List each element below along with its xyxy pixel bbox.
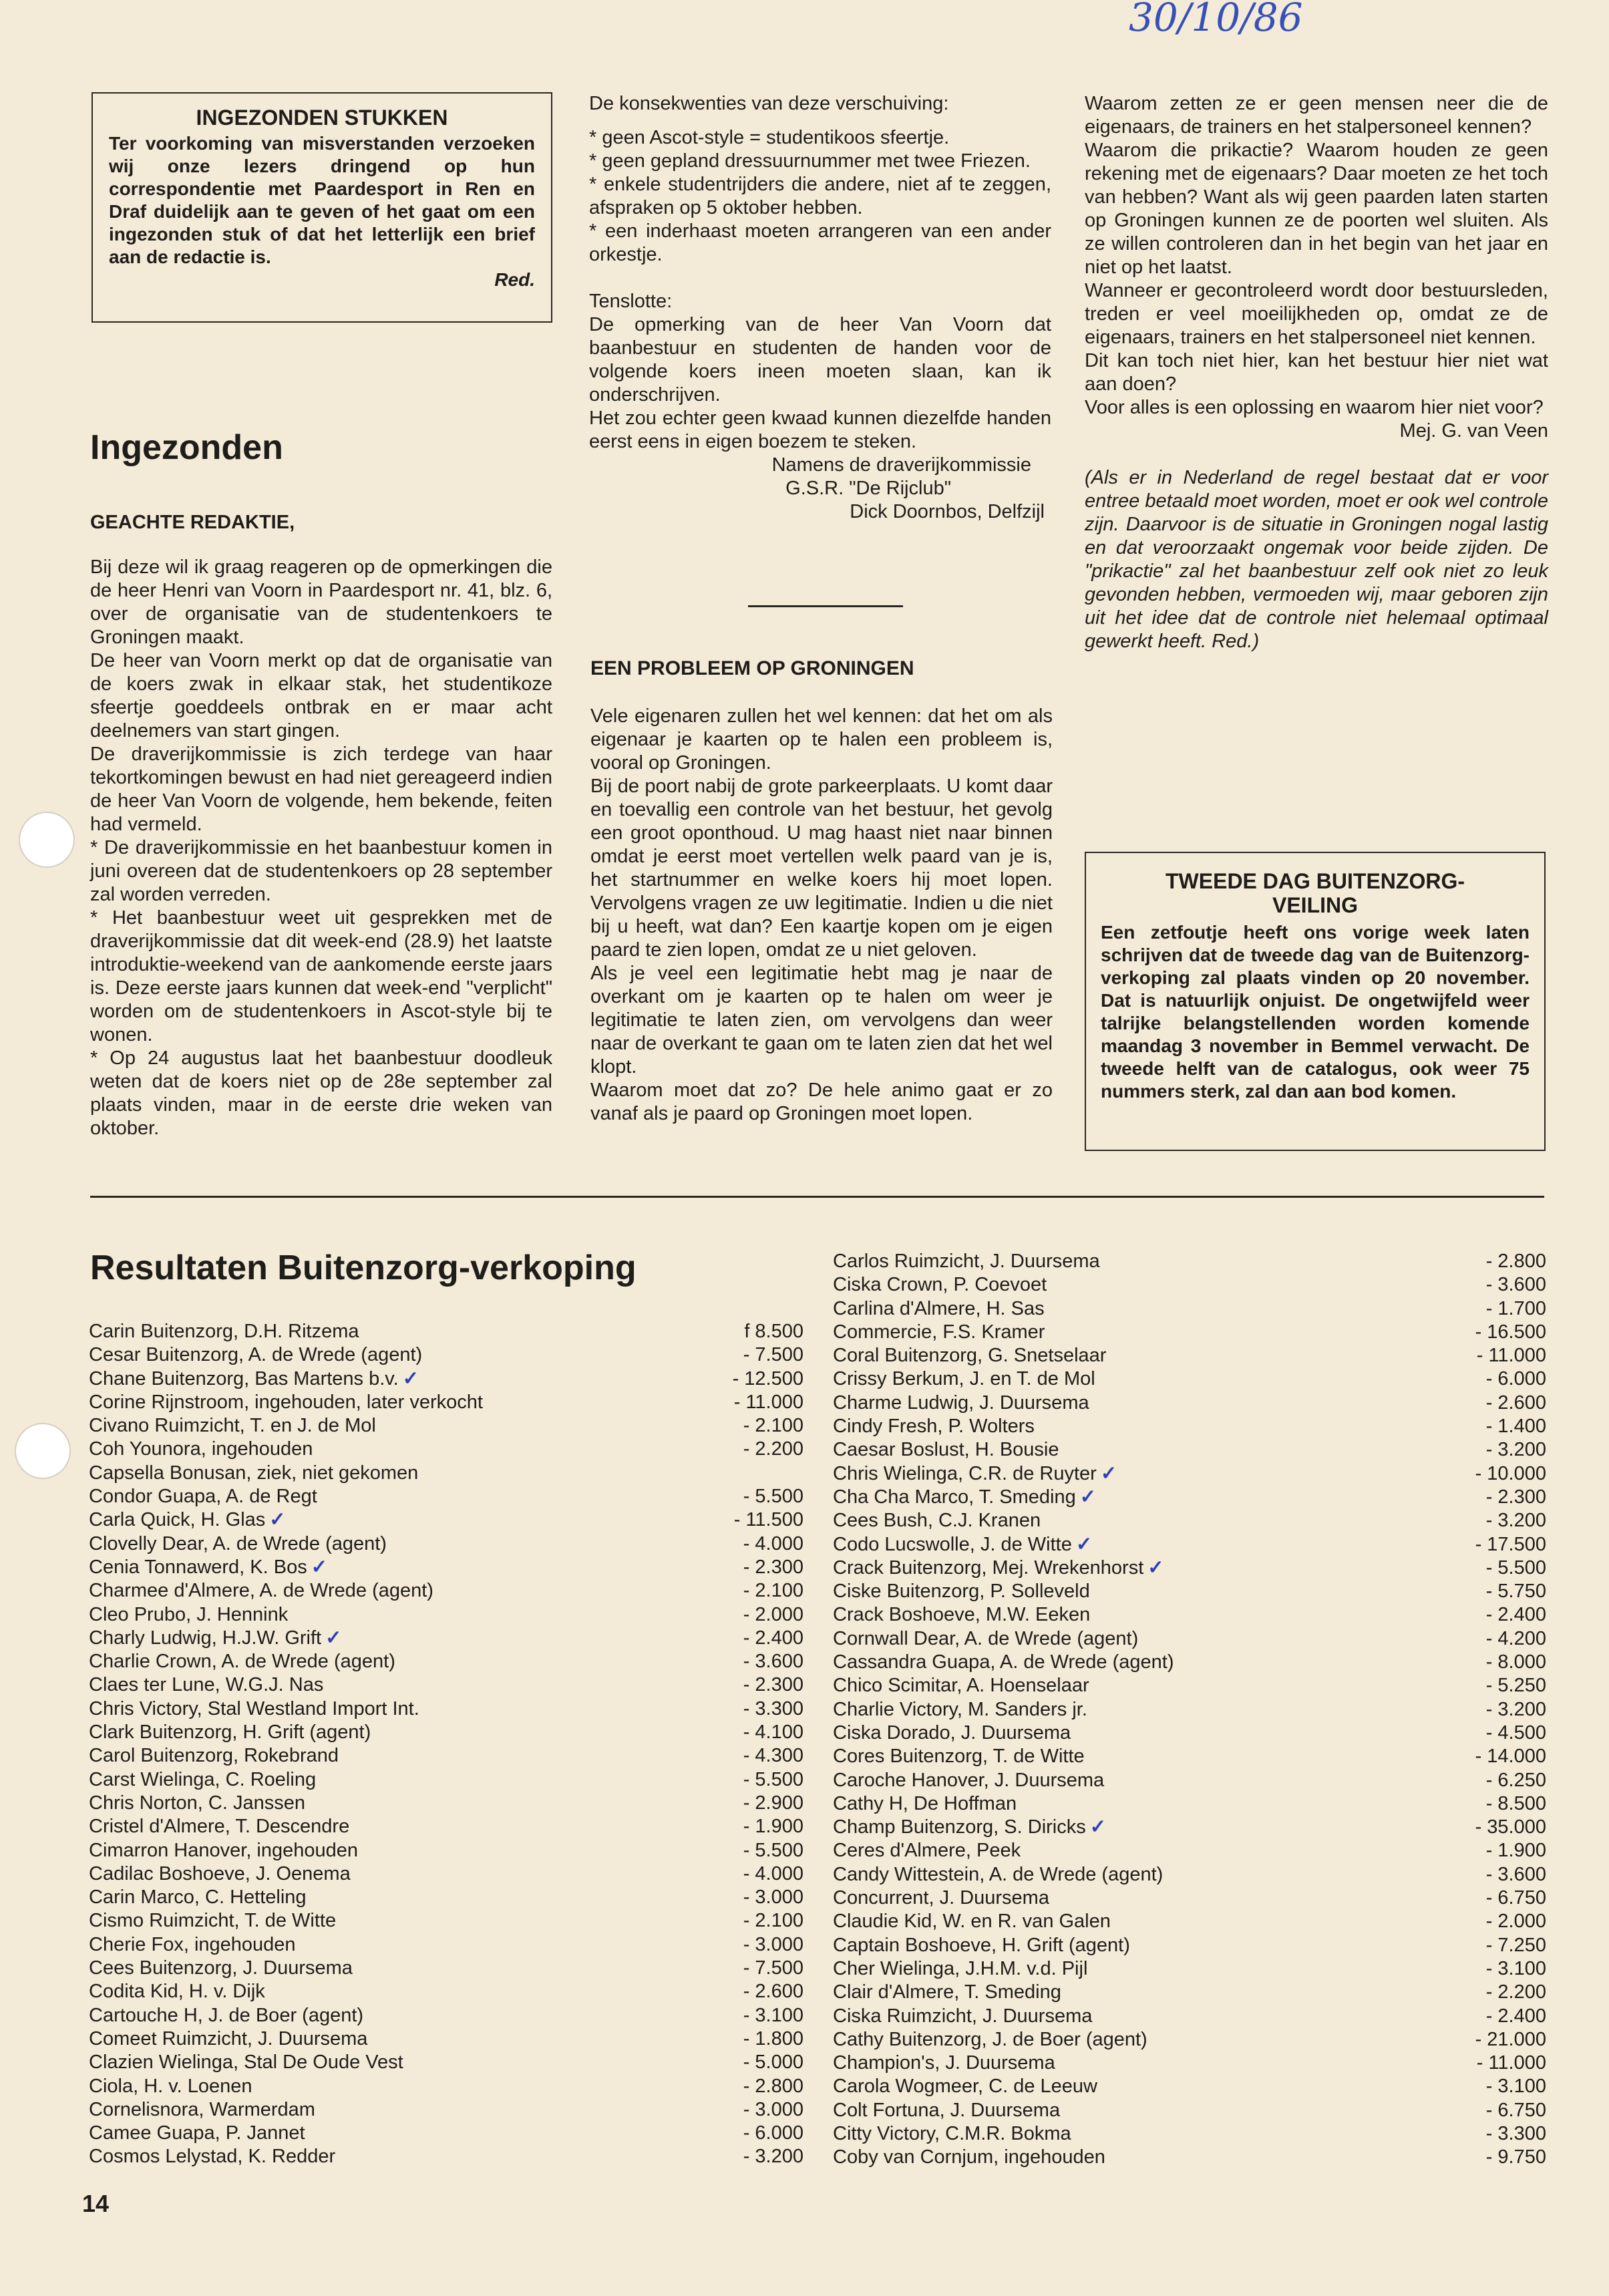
paragraph: * enkele studentrijders die andere, niet af te zeggen, afspraken op 5 oktober hebben. — [589, 174, 1051, 218]
paragraph: Bij de poort nabij de grote parkeerplaats. U komt daar en toevallig een controle van het bestuur, het gevolg een groot oponthoud. U mag haast niet naar binnen omdat je eerst moet vertellen welk paard van je is, het startnummer en welke koers hij moet lopen. Vervolgens vragen ze uw legitimatie. Indien u die niet bij u heeft, wat dan? Een kaartje kopen om je eigen paard te zien lopen, omdat ze u niet geloven. — [590, 776, 1053, 961]
handwritten-date: 30/10/86 — [1129, 0, 1303, 40]
result-row — [833, 2099, 1546, 2122]
price: - 2.100 — [743, 1580, 803, 1602]
horse-and-buyer: Coh Younora, ingehouden — [89, 1438, 313, 1460]
result-row — [89, 1744, 803, 1768]
result-row — [833, 1486, 1546, 1509]
result-row — [89, 2098, 803, 2122]
result-row — [89, 1815, 803, 1838]
page-number: 14 — [82, 2190, 110, 2217]
result-row — [89, 1697, 803, 1721]
result-row — [89, 1957, 803, 1980]
result-row — [833, 1863, 1546, 1887]
price: - 11.000 — [733, 1391, 803, 1413]
price: - 2.600 — [1485, 1391, 1546, 1414]
price: - 2.200 — [1485, 1981, 1546, 2003]
price: - 12.500 — [732, 1367, 803, 1389]
letter-left-column — [90, 511, 552, 1140]
horse-and-buyer: Commercie, F.S. Kramer — [833, 1321, 1045, 1343]
price: - 3.200 — [743, 2146, 803, 2168]
horse-and-buyer: Cindy Fresh, P. Wolters — [833, 1416, 1035, 1438]
price: - 6.250 — [1485, 1769, 1546, 1791]
price: - 3.300 — [1485, 2122, 1546, 2144]
paragraph: De opmerking van de heer Van Voorn dat baanbestuur en studenten de handen voor de volgende koers ineen moeten slaan, kan ik onderschrijven. — [589, 314, 1051, 405]
editor-note: (Als er in Nederland de regel bestaat dat er voor entree betaald moet worden, moet er ook wel controle zijn. Daarvoor is de situatie in Groningen nogal lastig en dat veroorzaakt ongemak voor beide zijden. De "prikactie" zal het baanbestuur zelf ook niet zo leuk gevonden hebben, vermoeden wij, maar geboren zijn uit het idee dat de controle niet helemaal optimaal gewerkt heeft. Red.) — [1085, 467, 1548, 652]
result-row — [89, 2027, 803, 2051]
result-row — [89, 2122, 803, 2145]
price: - 7.500 — [743, 1344, 803, 1366]
result-row — [833, 1957, 1546, 1981]
spacer — [419, 1367, 710, 1391]
spacer — [327, 1556, 710, 1579]
result-row — [89, 1980, 803, 2003]
spacer — [341, 1627, 710, 1650]
horse-and-buyer: Crack Boshoeve, M.W. Eeken — [833, 1604, 1091, 1626]
result-row — [89, 1792, 803, 1815]
results-list-right — [833, 1250, 1546, 2170]
signature-line: Dick Doornbos, Delfzijl — [850, 501, 1045, 522]
horse-and-buyer: Cees Buitenzorg, J. Duursema — [89, 1957, 353, 1979]
horse-and-buyer: Codo Lucswolle, J. de Witte — [833, 1533, 1072, 1555]
horse-and-buyer: Cathy Buitenzorg, J. de Boer (agent) — [833, 2028, 1147, 2050]
result-row — [833, 1580, 1546, 1603]
horse-and-buyer: Carst Wielinga, C. Roeling — [89, 1768, 317, 1790]
price: - 5.750 — [1485, 1581, 1546, 1603]
horse-and-buyer: Cartouche H, J. de Boer (agent) — [89, 2004, 364, 2026]
price: - 6.000 — [1485, 1368, 1546, 1390]
signature-line: G.S.R. "De Rijclub" — [785, 478, 951, 499]
price: - 4.300 — [743, 1745, 803, 1767]
check-mark-icon: ✓ — [1100, 1462, 1117, 1484]
letter-middle-column — [589, 92, 1051, 524]
price: - 2.300 — [1485, 1486, 1546, 1508]
horse-and-buyer: Cismo Ruimzicht, T. de Witte — [89, 1910, 337, 1932]
paragraph: Waarom zetten ze er geen mensen neer die de eigenaars, de trainers en het stalpersoneel kennen? — [1085, 93, 1548, 138]
check-mark-icon: ✓ — [1147, 1556, 1164, 1579]
price: - 35.000 — [1475, 1816, 1546, 1838]
salutation: GEACHTE REDAKTIE, — [90, 512, 295, 533]
horse-and-buyer: Colt Fortuna, J. Duursema — [833, 2099, 1061, 2121]
paragraph: Bij deze wil ik graag reageren op de opmerkingen die de heer Henri van Voorn in Paardesport nr. 41, blz. 6, over de organisatie van de studentenkoers te Groningen maakt. — [90, 556, 552, 648]
horse-and-buyer: Cenia Tonnawerd, K. Bos — [89, 1556, 307, 1578]
spacer — [1164, 1556, 1453, 1580]
horse-and-buyer: Citty Victory, C.M.R. Bokma — [833, 2122, 1071, 2144]
price: - 2.600 — [743, 1981, 803, 2003]
price: - 5.250 — [1485, 1675, 1546, 1697]
result-row — [89, 1768, 803, 1792]
punch-hole-top — [19, 812, 75, 868]
check-mark-icon: ✓ — [1075, 1533, 1093, 1555]
horse-and-buyer: Charme Ludwig, J. Duursema — [833, 1391, 1089, 1414]
price: - 2.800 — [1485, 1251, 1546, 1272]
check-mark-icon: ✓ — [402, 1367, 419, 1389]
horse-and-buyer: Cores Buitenzorg, T. de Witte — [833, 1746, 1085, 1768]
price: - 7.250 — [1485, 1934, 1546, 1956]
price: - 21.000 — [1475, 2028, 1546, 2050]
box-body: Een zetfoutje heeft ons vorige week laten schrijven dat de tweede dag van de Buitenzorg-verkoping zal plaats vinden op 20 november. Dat is natuurlijk onjuist. De ongetwijfeld weer talrijke belangstellenden worden komende maandag 3 november in Bemmel verwacht. De tweede helft van de catalogus, ook weer 75 nummers sterk, zal dan aan bod komen. — [1101, 922, 1530, 1102]
horse-and-buyer: Coby van Cornjum, ingehouden — [833, 2146, 1105, 2168]
result-row — [89, 1673, 803, 1697]
result-row — [89, 1579, 803, 1603]
horse-and-buyer: Chris Victory, Stal Westland Import Int. — [89, 1697, 419, 1719]
price: - 5.500 — [743, 1839, 803, 1861]
price: - 3.200 — [1485, 1510, 1546, 1532]
horse-and-buyer: Cosmos Lelystad, K. Redder — [89, 2146, 336, 2168]
price: - 3.000 — [743, 2098, 803, 2120]
section-rule — [90, 1196, 1544, 1198]
price: - 5.500 — [743, 1768, 803, 1790]
horse-and-buyer: Clair d'Almere, T. Smeding — [833, 1981, 1061, 2003]
paragraph: De heer van Voorn merkt op dat de organisatie van de koers zwak in elkaar stak, het studentikoze sfeertje goeddeels ontbrak en er maar acht deelnemers van start gingen. — [90, 650, 552, 742]
result-row — [833, 1745, 1546, 1768]
result-row — [89, 2051, 803, 2074]
horse-and-buyer: Cornelisnora, Warmerdam — [89, 2098, 315, 2120]
horse-and-buyer: Cassandra Guapa, A. de Wrede (agent) — [833, 1651, 1174, 1673]
horse-and-buyer: Cadilac Boshoeve, J. Oenema — [89, 1862, 351, 1884]
price: - 3.200 — [1485, 1439, 1546, 1461]
price: - 2.100 — [743, 1415, 803, 1437]
horse-and-buyer: Claudie Kid, W. en R. van Galen — [833, 1911, 1111, 1933]
price: - 3.000 — [743, 1933, 803, 1955]
price: - 6.750 — [1485, 2099, 1546, 2121]
paragraph: Vele eigenaren zullen het wel kennen: dat het om als eigenaar je kaarten op te halen een probleem is, vooral op Groningen. — [590, 705, 1053, 774]
price: - 14.000 — [1475, 1746, 1546, 1768]
result-row — [833, 1769, 1546, 1792]
spacer — [1106, 1816, 1453, 1839]
result-row — [89, 1508, 803, 1532]
horse-and-buyer: Coral Buitenzorg, G. Snetselaar — [833, 1345, 1107, 1367]
horse-and-buyer: Ciska Ruimzicht, J. Duursema — [833, 2005, 1093, 2027]
price: - 11.500 — [733, 1509, 803, 1531]
horse-and-buyer: Captain Boshoeve, H. Grift (agent) — [833, 1934, 1130, 1956]
result-row — [89, 1556, 803, 1579]
price: - 2.800 — [743, 2075, 803, 2097]
horse-and-buyer: Civano Ruimzicht, T. en J. de Mol — [89, 1415, 376, 1437]
horse-and-buyer: Chris Wielinga, C.R. de Ruyter — [833, 1462, 1097, 1484]
result-row — [833, 2122, 1546, 2146]
price: - 16.500 — [1475, 1321, 1546, 1343]
horse-and-buyer: Caroche Hanover, J. Duursema — [833, 1769, 1105, 1791]
result-row — [833, 1934, 1546, 1957]
result-row — [833, 1603, 1546, 1627]
horse-and-buyer: Corine Rijnstroom, ingehouden, later verkocht — [89, 1391, 483, 1413]
horse-and-buyer: Cesar Buitenzorg, A. de Wrede (agent) — [89, 1344, 423, 1366]
box-body: Ter voorkoming van misverstanden verzoeken wij onze lezers dringend op hun correspondentie met Paardesport in Ren en Draf duidelijk aan te geven of het gaat om een ingezonden stuk of dat het letterlijk een brief aan de redactie is. — [109, 133, 535, 267]
result-row — [833, 2005, 1546, 2028]
result-row — [89, 2145, 803, 2168]
result-row — [89, 1438, 803, 1461]
result-row — [89, 1532, 803, 1556]
horse-and-buyer: Carol Buitenzorg, Rokebrand — [89, 1745, 339, 1767]
horse-and-buyer: Chane Buitenzorg, Bas Martens b.v. — [89, 1367, 399, 1389]
price: - 2.300 — [743, 1556, 803, 1578]
paragraph: * geen Ascot-style = studentikoos sfeertje. — [589, 127, 950, 148]
paragraph: De draverijkommissie is zich terdege van haar tekortkomingen bewust en had niet gereageerd indien de heer Van Voorn de volgende, hem bekende, feiten had vermeld. — [90, 744, 552, 835]
spacer — [1092, 1533, 1453, 1556]
price: - 2.900 — [743, 1792, 803, 1814]
horse-and-buyer: Carin Marco, C. Hetteling — [89, 1887, 307, 1909]
price: - 3.100 — [743, 2004, 803, 2026]
result-row — [833, 1651, 1546, 1674]
horse-and-buyer: Charmee d'Almere, A. de Wrede (agent) — [89, 1580, 433, 1602]
paragraph: Tenslotte: — [589, 291, 673, 312]
result-row — [833, 1509, 1546, 1532]
result-row — [833, 1721, 1546, 1745]
check-mark-icon: ✓ — [311, 1556, 328, 1578]
horse-and-buyer: Ciske Buitenzorg, P. Solleveld — [833, 1581, 1090, 1603]
price: - 5.500 — [1485, 1556, 1546, 1579]
result-row — [833, 1981, 1546, 2004]
result-row — [89, 1414, 803, 1438]
result-row — [89, 1933, 803, 1957]
horse-and-buyer: Carla Quick, H. Glas — [89, 1509, 266, 1531]
result-row — [89, 1367, 803, 1391]
divider — [748, 605, 903, 607]
result-row — [89, 1650, 803, 1673]
result-row — [833, 1698, 1546, 1721]
horse-and-buyer: Ciola, H. v. Loenen — [89, 2075, 252, 2097]
problem-heading: EEN PROBLEEM OP GRONINGEN — [590, 657, 914, 679]
price: - 17.500 — [1475, 1533, 1546, 1555]
box-title: INGEZONDEN STUKKEN — [196, 106, 448, 130]
result-row — [833, 1321, 1546, 1344]
paragraph: * een inderhaast moeten arrangeren van een ander orkestje. — [589, 220, 1051, 265]
result-row — [89, 1862, 803, 1886]
result-row — [833, 1415, 1546, 1438]
price: - 3.600 — [743, 1651, 803, 1673]
check-mark-icon: ✓ — [325, 1627, 342, 1649]
result-row — [833, 1344, 1546, 1367]
horse-and-buyer: Cleo Prubo, J. Hennink — [89, 1603, 289, 1625]
tweede-dag-box — [1085, 852, 1546, 1151]
price: - 1.700 — [1485, 1297, 1546, 1319]
price: - 4.100 — [743, 1721, 803, 1744]
result-row — [833, 2075, 1546, 2098]
punch-hole-bottom — [15, 1423, 71, 1479]
result-row — [833, 2146, 1546, 2169]
horse-and-buyer: Champion's, J. Duursema — [833, 2052, 1055, 2074]
horse-and-buyer: Cees Bush, C.J. Kranen — [833, 1510, 1041, 1532]
paragraph: Wanneer er gecontroleerd wordt door bestuursleden, treden er veel moeilijkheden op, omdat ze de eigenaars, trainers en het stalpersoneel niet kennen. — [1085, 280, 1548, 348]
result-row — [833, 1462, 1546, 1486]
result-row — [833, 1367, 1546, 1391]
price: - 1.400 — [1485, 1416, 1546, 1438]
result-row — [833, 1910, 1546, 1933]
horse-and-buyer: Carlos Ruimzicht, J. Duursema — [833, 1251, 1100, 1272]
results-title: Resultaten Buitenzorg-verkoping — [90, 1249, 637, 1287]
horse-and-buyer: Concurrent, J. Duursema — [833, 1887, 1049, 1909]
horse-and-buyer: Clazien Wielinga, Stal De Oude Vest — [89, 2052, 403, 2074]
result-row — [833, 1250, 1546, 1273]
price: - 3.600 — [1485, 1863, 1546, 1885]
result-row — [833, 1297, 1546, 1321]
result-row — [833, 1674, 1546, 1697]
horse-and-buyer: Cher Wielinga, J.H.M. v.d. Pijl — [833, 1957, 1088, 1979]
result-row — [89, 1343, 803, 1367]
price: - 1.900 — [743, 1816, 803, 1838]
result-row — [89, 1603, 803, 1627]
price: f 8.500 — [744, 1321, 803, 1342]
price: - 3.600 — [1485, 1274, 1546, 1296]
paragraph: De konsekwenties van deze verschuiving: — [589, 93, 949, 114]
paragraph: Als je veel een legitimatie hebt mag je naar de overkant om je kaarten op te halen om weer je legitimatie te laten zien, om vervolgens dan weer naar de overkant te gaan om te laten zien dat het wel klopt. — [590, 963, 1053, 1078]
result-row — [89, 1721, 803, 1744]
result-row — [89, 1909, 803, 1933]
price: - 3.300 — [743, 1697, 803, 1719]
horse-and-buyer: Comeet Ruimzicht, J. Duursema — [89, 2027, 368, 2049]
horse-and-buyer: Candy Wittestein, A. de Wrede (agent) — [833, 1863, 1164, 1885]
horse-and-buyer: Clovelly Dear, A. de Wrede (agent) — [89, 1532, 387, 1554]
horse-and-buyer: Carin Buitenzorg, D.H. Ritzema — [89, 1321, 359, 1342]
result-row — [89, 1627, 803, 1650]
price: - 2.000 — [1485, 1911, 1546, 1933]
result-row — [833, 1533, 1546, 1556]
paragraph: Het zou echter geen kwaad kunnen diezelfde handen eerst eens in eigen boezem te steken. — [589, 407, 1051, 452]
price: - 2.300 — [743, 1674, 803, 1696]
price: - 3.100 — [1485, 1957, 1546, 1979]
result-row — [833, 2052, 1546, 2075]
horse-and-buyer: Chico Scimitar, A. Hoenselaar — [833, 1675, 1089, 1697]
horse-and-buyer: Claes ter Lune, W.G.J. Nas — [89, 1674, 324, 1696]
price: - 6.750 — [1485, 1887, 1546, 1909]
price: - 2.400 — [743, 1627, 803, 1649]
box-title: TWEEDE DAG BUITENZORG-VEILING — [1166, 869, 1465, 917]
ingezonden-stukken-box — [92, 92, 552, 323]
price: - 2.000 — [743, 1603, 803, 1625]
price: - 8.500 — [1485, 1792, 1546, 1814]
price: - 11.000 — [1476, 1345, 1546, 1367]
result-row — [89, 1462, 803, 1485]
spacer — [1117, 1462, 1453, 1486]
spacer — [286, 1508, 710, 1532]
horse-and-buyer: Carola Wogmeer, C. de Leeuw — [833, 2076, 1098, 2098]
horse-and-buyer: Ceres d'Almere, Peek — [833, 1840, 1021, 1862]
result-row — [833, 1839, 1546, 1862]
price: - 2.200 — [743, 1438, 803, 1460]
paragraph: Waarom moet dat zo? De hele animo gaat er zo vanaf als je paard op Groningen moet lopen. — [590, 1080, 1053, 1124]
result-row — [833, 1556, 1546, 1580]
check-mark-icon: ✓ — [269, 1509, 286, 1531]
price: - 6.000 — [743, 2122, 803, 2144]
horse-and-buyer: Crack Buitenzorg, Mej. Wrekenhorst — [833, 1556, 1144, 1579]
box-signature: Red. — [494, 269, 535, 290]
signature-line: Namens de draverijkommissie — [771, 454, 1031, 476]
horse-and-buyer: Crissy Berkum, J. en T. de Mol — [833, 1368, 1095, 1390]
paragraph: Waarom die prikactie? Waarom houden ze geen rekening met de eigenaars? Daar moeten ze het toch van hebben? Want als wij geen paarden laten starten op Groningen kunnen ze de poorten wel sluiten. Als ze willen controleren dan in het begin van het jaar en niet op het laatst. — [1085, 140, 1548, 278]
horse-and-buyer: Clark Buitenzorg, H. Grift (agent) — [89, 1721, 371, 1744]
paragraph: * geen gepland dressuurnummer met twee Friezen. — [589, 150, 1031, 172]
horse-and-buyer: Carlina d'Almere, H. Sas — [833, 1297, 1045, 1319]
price: - 4.500 — [1485, 1721, 1546, 1744]
result-row — [833, 1627, 1546, 1651]
paragraph: * Het baanbestuur weet uit gesprekken met de draverijkommissie dat dit week-end (28.9) het laatste introduktie-weekend van de aankomende eerste jaars is. Deze eerste jaars kunnen dat week-end "verplicht" worden om de studentenkoers in Ascot-style bij te wonen. — [90, 907, 552, 1045]
horse-and-buyer: Charlie Crown, A. de Wrede (agent) — [89, 1651, 395, 1673]
horse-and-buyer: Cornwall Dear, A. de Wrede (agent) — [833, 1627, 1139, 1649]
horse-and-buyer: Cimarron Hanover, ingehouden — [89, 1839, 359, 1861]
result-row — [89, 1839, 803, 1862]
result-row — [89, 1320, 803, 1343]
horse-and-buyer: Codita Kid, H. v. Dijk — [89, 1981, 265, 2003]
results-list-left — [89, 1320, 803, 2169]
paragraph: * De draverijkommissie en het baanbestuur komen in juni overeen dat de studentenkoers op 28 september zal worden verreden. — [90, 837, 552, 905]
result-row — [833, 1887, 1546, 1910]
horse-and-buyer: Camee Guapa, P. Jannet — [89, 2122, 305, 2144]
result-row — [833, 1273, 1546, 1297]
horse-and-buyer: Chris Norton, C. Janssen — [89, 1792, 305, 1814]
paragraph: * Op 24 augustus laat het baanbestuur doodleuk weten dat de koers niet op de 28e september zal plaats vinden, maar in de eerste drie weken van oktober. — [90, 1047, 552, 1139]
price: - 3.000 — [743, 1887, 803, 1909]
horse-and-buyer: Capsella Bonusan, ziek, niet gekomen — [89, 1462, 419, 1484]
problem-article — [590, 705, 1053, 1126]
price: - 7.500 — [743, 1957, 803, 1979]
horse-and-buyer: Champ Buitenzorg, S. Diricks — [833, 1816, 1086, 1838]
price — [710, 1462, 803, 1485]
spacer — [1096, 1486, 1453, 1509]
horse-and-buyer: Charly Ludwig, H.J.W. Grift — [89, 1627, 322, 1649]
price: - 3.100 — [1485, 2076, 1546, 2098]
price: - 5.500 — [743, 1486, 803, 1508]
check-mark-icon: ✓ — [1079, 1486, 1097, 1508]
result-row — [89, 2075, 803, 2098]
price: - 2.100 — [743, 1910, 803, 1932]
horse-and-buyer: Charlie Victory, M. Sanders jr. — [833, 1698, 1087, 1720]
price: - 3.200 — [1485, 1698, 1546, 1720]
signature: Mej. G. van Veen — [1399, 420, 1548, 442]
letter-right-column — [1085, 92, 1548, 653]
price: - 9.750 — [1485, 2146, 1546, 2168]
price: - 4.200 — [1485, 1627, 1546, 1649]
horse-and-buyer: Ciska Crown, P. Coevoet — [833, 1274, 1047, 1296]
horse-and-buyer: Cristel d'Almere, T. Descendre — [89, 1816, 350, 1838]
price: - 10.000 — [1475, 1462, 1546, 1484]
horse-and-buyer: Caesar Boslust, H. Bousie — [833, 1439, 1059, 1461]
paragraph: Voor alles is een oplossing en waarom hier niet voor? — [1085, 397, 1544, 418]
horse-and-buyer: Cha Cha Marco, T. Smeding — [833, 1486, 1076, 1508]
result-row — [833, 1816, 1546, 1839]
price: - 2.400 — [1485, 1604, 1546, 1626]
result-row — [833, 2028, 1546, 2052]
result-row — [89, 1485, 803, 1508]
price: - 1.900 — [1485, 1840, 1546, 1862]
price: - 4.000 — [743, 1862, 803, 1884]
result-row — [833, 1391, 1546, 1415]
result-row — [89, 1886, 803, 1909]
price: - 1.800 — [743, 2027, 803, 2049]
result-row — [833, 1438, 1546, 1462]
horse-and-buyer: Ciska Dorado, J. Duursema — [833, 1721, 1071, 1744]
result-row — [89, 1391, 803, 1414]
price: - 2.400 — [1485, 2005, 1546, 2027]
horse-and-buyer: Cathy H, De Hoffman — [833, 1792, 1017, 1814]
result-row — [89, 2004, 803, 2027]
price: - 11.000 — [1476, 2052, 1546, 2074]
price: - 4.000 — [743, 1532, 803, 1554]
result-row — [833, 1792, 1546, 1816]
horse-and-buyer: Cherie Fox, ingehouden — [89, 1933, 296, 1955]
check-mark-icon: ✓ — [1089, 1816, 1107, 1838]
price: - 8.000 — [1485, 1651, 1546, 1673]
price: - 5.000 — [743, 2052, 803, 2074]
paragraph: Dit kan toch niet hier, kan het bestuur hier niet wat aan doen? — [1085, 350, 1548, 395]
section-heading: Ingezonden — [90, 428, 283, 467]
horse-and-buyer: Condor Guapa, A. de Regt — [89, 1486, 317, 1508]
